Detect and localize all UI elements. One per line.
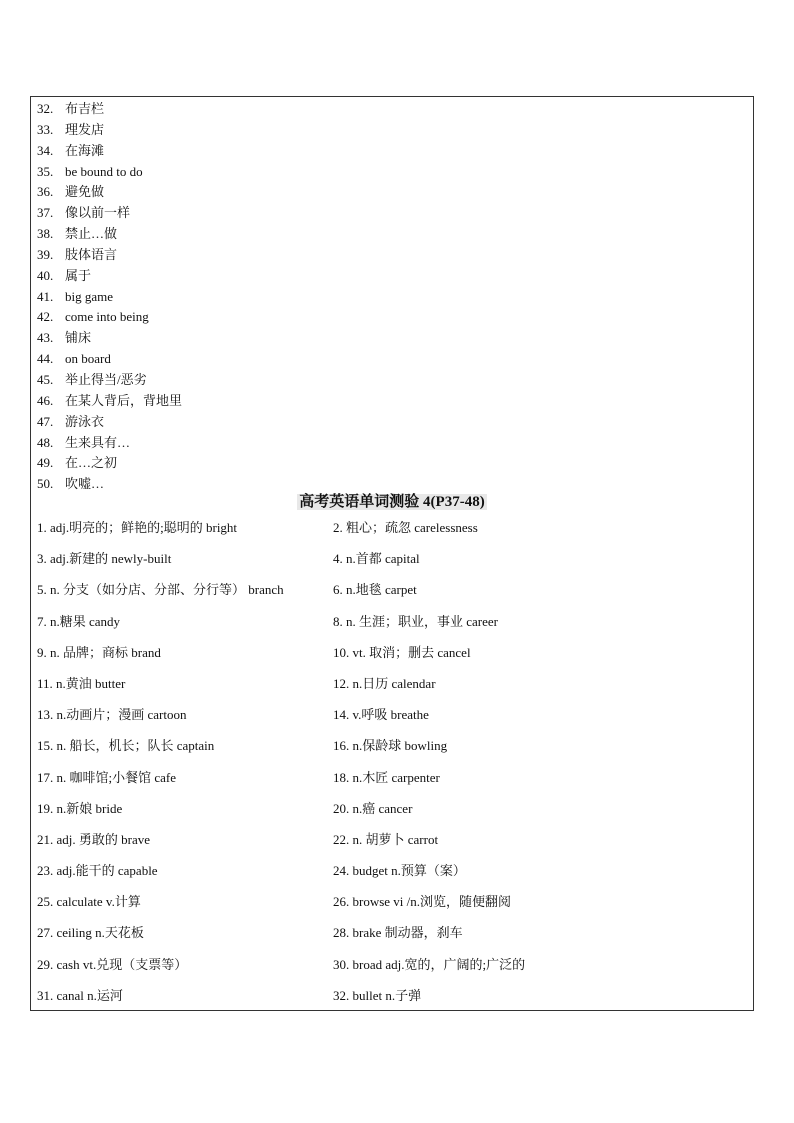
list-item-text: on board <box>65 351 111 367</box>
vocab-entry-left: 19. n.新娘 bride <box>37 800 123 816</box>
list-item <box>37 99 537 120</box>
vocab-row <box>37 829 747 860</box>
list-item-text: 铺床 <box>65 330 92 346</box>
vocab-entry-right: 4. n.首都 capital <box>333 551 420 567</box>
list-item <box>37 182 537 203</box>
list-item-text: 肢体语言 <box>65 246 118 262</box>
vocab-row <box>37 860 747 891</box>
list-item-number: 40. <box>37 267 54 283</box>
vocab-entry-right: 16. n.保龄球 bowling <box>333 738 448 754</box>
list-item-text: 理发店 <box>65 121 105 137</box>
vocab-entry-left: 27. ceiling n.天花板 <box>37 925 144 941</box>
vocab-entry-left: 13. n.动画片；漫画 cartoon <box>37 707 187 723</box>
vocab-row <box>37 735 747 766</box>
vocab-entry-right: 24. budget n.预算（案） <box>333 863 466 879</box>
list-item <box>37 391 537 412</box>
vocab-entry-right: 30. broad adj.宽的，广阔的;广泛的 <box>333 956 526 972</box>
list-item <box>37 120 537 141</box>
vocab-row <box>37 579 747 610</box>
vocab-entry-left: 11. n.黄油 butter <box>37 675 126 691</box>
vocab-entry-right: 28. brake 制动器，刹车 <box>333 925 463 941</box>
list-item <box>37 287 537 308</box>
vocab-row <box>37 548 747 579</box>
document-frame <box>30 96 754 1011</box>
list-item-number: 42. <box>37 309 54 325</box>
list-item <box>37 412 537 433</box>
vocab-entry-right: 6. n.地毯 carpet <box>333 582 417 598</box>
list-item-text: come into being <box>65 309 149 325</box>
list-item-text: be bound to do <box>65 163 143 179</box>
list-item-text: 举止得当/恶劣 <box>65 371 147 387</box>
list-item-text: 在…之初 <box>65 455 118 471</box>
vocab-row <box>37 642 747 673</box>
vocab-row <box>37 517 747 548</box>
list-item-number: 46. <box>37 392 54 408</box>
vocab-table <box>37 517 747 1016</box>
vocab-entry-left: 17. n. 咖啡馆;小餐馆 cafe <box>37 769 177 785</box>
vocab-entry-right: 14. v.呼吸 breathe <box>333 707 429 723</box>
vocab-row <box>37 611 747 642</box>
vocab-entry-left: 9. n. 品牌；商标 brand <box>37 644 161 660</box>
list-item-text: 禁止…做 <box>65 226 118 242</box>
list-item-number: 39. <box>37 246 54 262</box>
list-item-text: 像以前一样 <box>65 205 131 221</box>
vocab-entry-left: 5. n. 分支（如分店、分部、分行等） branch <box>37 582 284 598</box>
list-item <box>37 349 537 370</box>
list-item-number: 32. <box>37 101 54 116</box>
vocab-row <box>37 891 747 922</box>
vocab-entry-left: 31. canal n.运河 <box>37 987 123 1003</box>
vocab-entry-right: 26. browse vi /n.浏览，随便翻阅 <box>333 894 512 910</box>
vocab-entry-left: 1. adj.明亮的；鲜艳的;聪明的 bright <box>37 520 238 535</box>
list-item-number: 33. <box>37 121 54 137</box>
vocab-row <box>37 922 747 953</box>
list-item <box>37 328 537 349</box>
list-item-text: 布吉栏 <box>65 101 105 116</box>
list-item <box>37 266 537 287</box>
section-title <box>31 491 753 513</box>
list-item-text: 游泳衣 <box>65 413 105 429</box>
vocab-entry-left: 23. adj.能干的 capable <box>37 863 158 879</box>
vocab-entry-right: 12. n.日历 calendar <box>333 675 436 691</box>
list-item <box>37 162 537 183</box>
vocab-entry-left: 7. n.糖果 candy <box>37 613 121 629</box>
list-item-number: 35. <box>37 163 54 179</box>
vocab-row <box>37 985 747 1016</box>
section-title-text: 高考英语单词测验 4(P37-48) <box>299 494 485 510</box>
list-item-text: 避免做 <box>65 184 105 200</box>
list-item <box>37 141 537 162</box>
vocab-entry-left: 3. adj.新建的 newly-built <box>37 551 172 567</box>
vocab-entry-right: 32. bullet n.子弹 <box>333 987 422 1003</box>
list-item <box>37 245 537 266</box>
list-item-number: 47. <box>37 413 54 429</box>
vocab-entry-left: 25. calculate v.计算 <box>37 894 141 910</box>
list-item-text: 属于 <box>65 267 92 283</box>
phrase-list <box>37 99 537 495</box>
list-item-number: 45. <box>37 371 54 387</box>
vocab-row <box>37 767 747 798</box>
vocab-entry-right: 18. n.木匠 carpenter <box>333 769 440 785</box>
list-item-number: 41. <box>37 288 54 304</box>
list-item-text: 吹嘘… <box>65 476 105 492</box>
list-item <box>37 370 537 391</box>
list-item-number: 38. <box>37 226 54 242</box>
list-item-number: 36. <box>37 184 54 200</box>
list-item-number: 43. <box>37 330 54 346</box>
list-item-text: 在某人背后，背地里 <box>65 392 183 408</box>
list-item-number: 48. <box>37 434 54 450</box>
list-item <box>37 433 537 454</box>
list-item-number: 37. <box>37 205 54 221</box>
list-item-number: 49. <box>37 455 54 471</box>
vocab-row <box>37 798 747 829</box>
list-item <box>37 453 537 474</box>
list-item-number: 50. <box>37 476 54 492</box>
vocab-entry-left: 15. n. 船长，机长；队长 captain <box>37 738 215 754</box>
vocab-entry-left: 29. cash vt.兑现（支票等） <box>37 956 188 972</box>
list-item-number: 34. <box>37 142 54 158</box>
vocab-entry-right: 10. vt. 取消；删去 cancel <box>333 644 471 660</box>
vocab-row <box>37 954 747 985</box>
vocab-entry-right: 22. n. 胡萝卜 carrot <box>333 831 439 847</box>
vocab-row <box>37 673 747 704</box>
list-item <box>37 224 537 245</box>
list-item-text: 生来具有… <box>65 434 131 450</box>
vocab-entry-right: 8. n. 生涯；职业，事业 career <box>333 613 498 629</box>
vocab-entry-right: 2. 粗心；疏忽 carelessness <box>333 520 478 535</box>
vocab-entry-right: 20. n.癌 cancer <box>333 800 413 816</box>
list-item <box>37 203 537 224</box>
list-item-number: 44. <box>37 351 54 367</box>
list-item-text: 在海滩 <box>65 142 105 158</box>
list-item <box>37 307 537 328</box>
list-item-text: big game <box>65 288 114 304</box>
vocab-entry-left: 21. adj. 勇敢的 brave <box>37 831 151 847</box>
vocab-row <box>37 704 747 735</box>
